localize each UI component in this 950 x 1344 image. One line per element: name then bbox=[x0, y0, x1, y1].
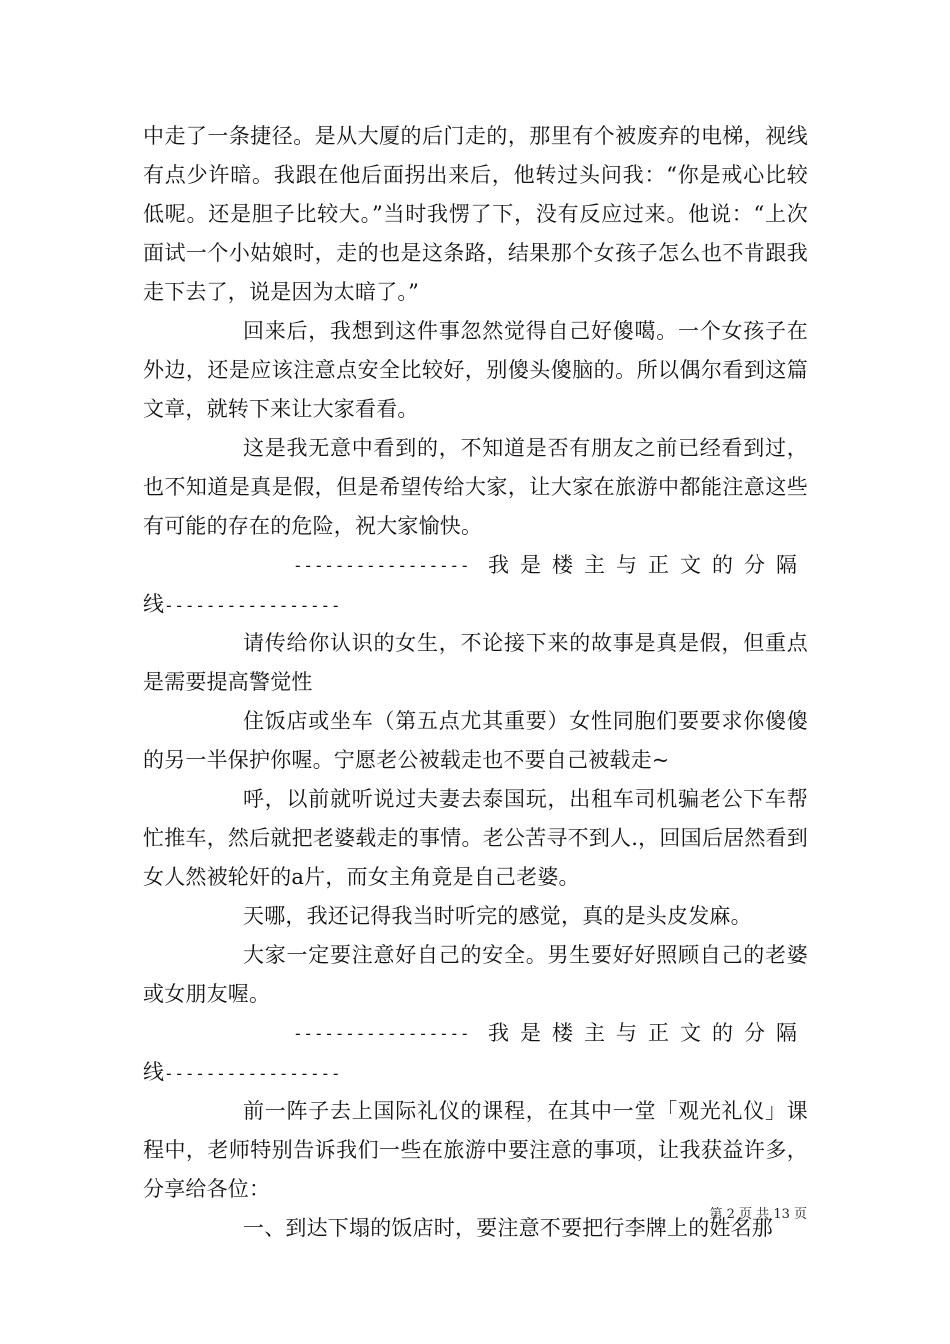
paragraph-safety-reminder: 大家一定要注意好自己的安全。男生要好好照顾自己的老婆或女朋友喔。 bbox=[143, 943, 808, 1006]
paragraph-thailand-story: 呼，以前就听说过夫妻去泰国玩，出租车司机骗老公下车帮忙推车，然后就把老婆载走的事情。老公苦寻不到人.，回国后居然看到女人然被轮奸的a片，而女主角竟是自己老婆。 bbox=[143, 787, 808, 889]
divider-label: 我是楼主与正文的分隔 bbox=[488, 1021, 808, 1045]
paragraph-etiquette-course: 前一阵子去上国际礼仪的课程，在其中一堂「观光礼仪」课程中，老师特别告诉我们一些在旅游中要注意的事项，让我获益许多，分享给各位： bbox=[143, 1099, 808, 1201]
divider-dashes-right: ----------------- bbox=[164, 1064, 342, 1083]
divider-label: 我是楼主与正文的分隔 bbox=[488, 553, 808, 577]
paragraph-reaction: 天哪，我还记得我当时听完的感觉，真的是头皮发麻。 bbox=[243, 904, 752, 928]
paragraph-point-one: 一、到达下塌的饭店时，要注意不要把行李牌上的姓名那 bbox=[243, 1216, 773, 1240]
document-body bbox=[143, 117, 808, 1248]
paragraph-sharing-note: 这是我无意中看到的，不知道是否有朋友之前已经看到过，也不知道是真是假，但是希望传给大家，让大家在旅游中都能注意这些有可能的存在的危险，祝大家愉快。 bbox=[143, 436, 808, 538]
paragraph-reflection: 回来后，我想到这件事忽然觉得自己好傻噶。一个女孩子在外边，还是应该注意点安全比较好，别傻头傻脑的。所以偶尔看到这篇文章，就转下来让大家看看。 bbox=[143, 319, 808, 421]
divider-dashes-left: ----------------- bbox=[293, 556, 471, 575]
section-divider-2 bbox=[143, 1014, 808, 1092]
divider-dashes-right: ----------------- bbox=[164, 596, 342, 615]
paragraph-continuation: 中走了一条捷径。是从大厦的后门走的，那里有个被废弃的电梯，视线有点少许暗。我跟在他后面拐出来后，他转过头问我：“你是戒心比较低呢。还是胆子比较大。”当时我愣了下，没有反应过来。他说：“上次面试一个小姑娘时，走的也是这条路，结果那个女孩子怎么也不肯跟我走下去了，说是因为太暗了。” bbox=[143, 124, 808, 304]
section-divider-1 bbox=[143, 546, 808, 624]
divider-label-end: 线 bbox=[143, 1060, 164, 1084]
paragraph-hotel-advice: 住饭店或坐车（第五点尤其重要）女性同胞们要要求你傻傻的另一半保护你喔。宁愿老公被载走也不要自己被载走~ bbox=[143, 709, 808, 772]
page-number-footer: 第 2 页 共 13 页 bbox=[709, 1207, 807, 1222]
divider-label-end: 线 bbox=[143, 592, 164, 616]
paragraph-warning-intro: 请传给你认识的女生，不论接下来的故事是真是假，但重点是需要提高警觉性 bbox=[143, 631, 808, 694]
divider-dashes-left: ----------------- bbox=[293, 1024, 471, 1043]
